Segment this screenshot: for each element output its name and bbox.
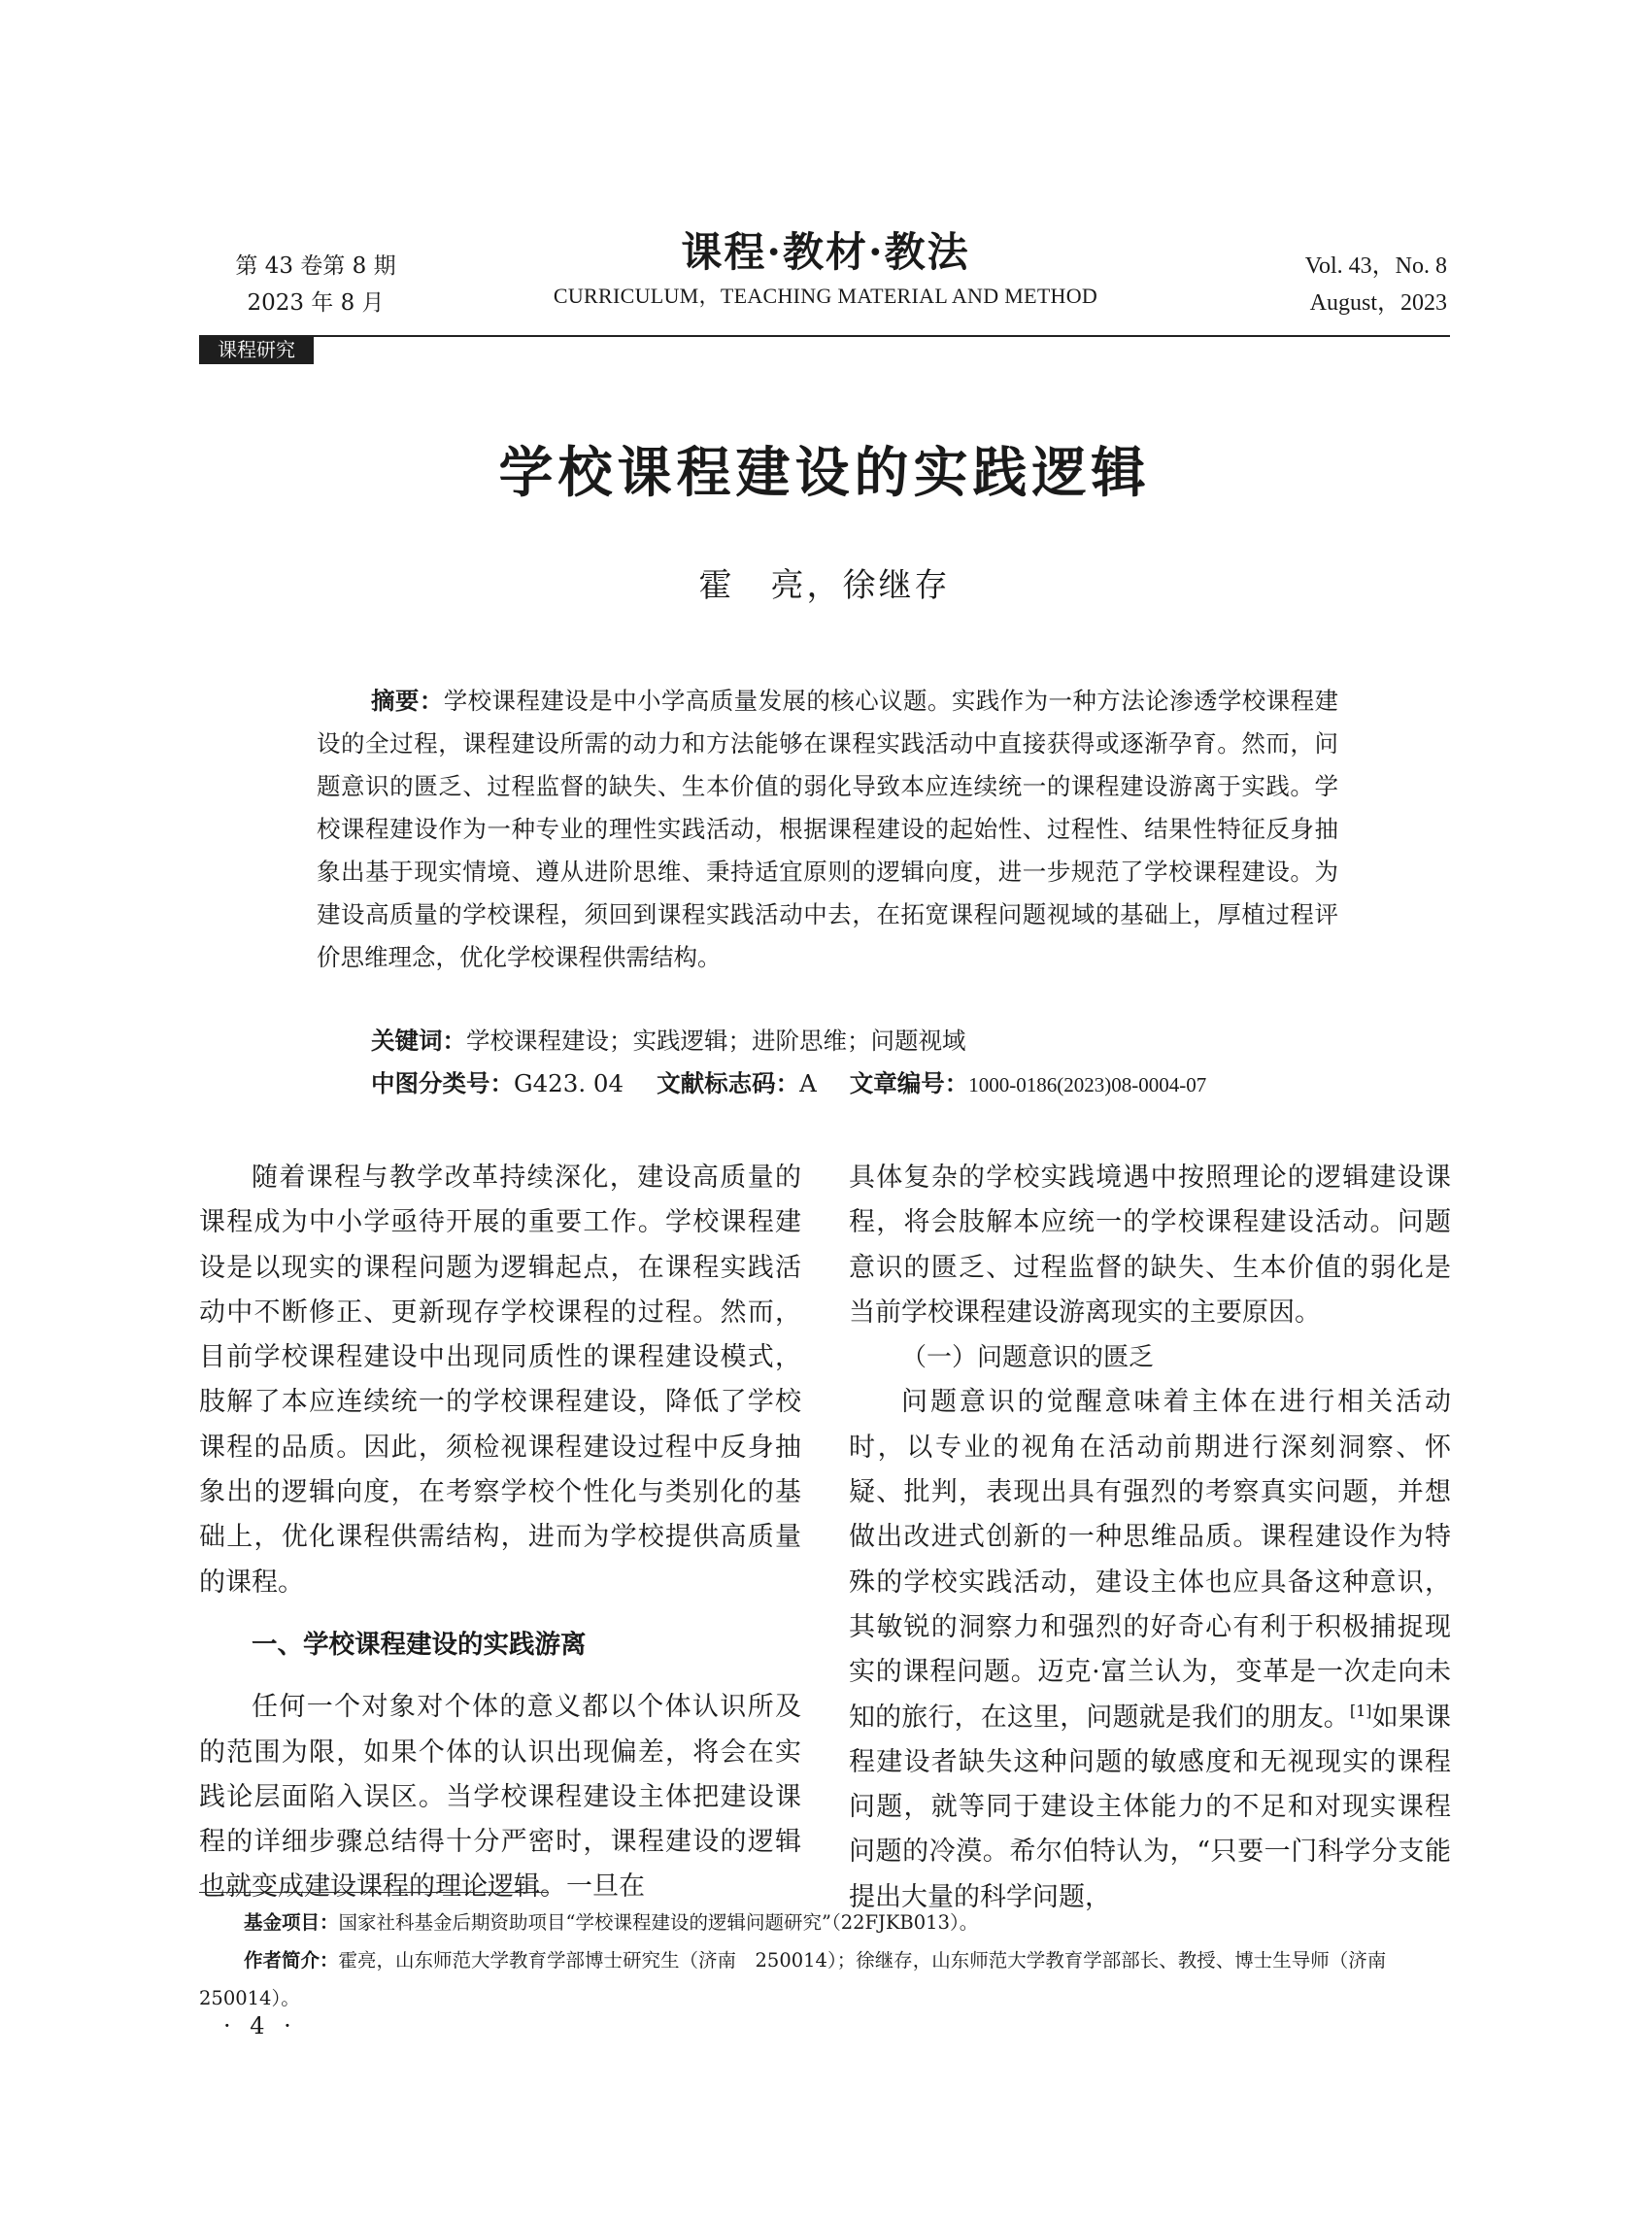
journal-name-en: CURRICULUM，TEACHING MATERIAL AND METHOD	[553, 284, 1098, 308]
subsection-heading: （一）问题意识的匮乏	[901, 1343, 1155, 1373]
issue-volume: 第 43 卷第 8 期	[235, 253, 396, 279]
reference-marker[interactable]: [1]	[1349, 1701, 1372, 1720]
classification-line	[371, 1062, 1362, 1106]
header-rule	[199, 335, 1450, 337]
keywords-label: 关键词：	[371, 1027, 466, 1055]
fund-note	[199, 1904, 1452, 1941]
abstract-label: 摘要：	[371, 687, 444, 715]
journal-masthead	[524, 225, 1127, 313]
body-paragraph: 具体复杂的学校实践境遇中按照理论的逻辑建设课程，将会肢解本应统一的学校课程建设活动。问题意识的匮乏、过程监督的缺失、生本价值的弱化是当前学校课程建设游离现实的主要原因。	[849, 1163, 1451, 1328]
body-paragraph: 任何一个对象对个体的意义都以个体认识所及的范围为限，如果个体的认识出现偏差，将会在实践论层面陷入误区。当学校课程建设主体把建设课程的详细步骤总结得十分严密时，课程建设的逻辑也就变成建设课程的理论逻辑。一旦在	[199, 1692, 801, 1903]
keywords	[371, 1020, 1342, 1062]
abstract	[317, 680, 1338, 979]
issue-info-en	[1253, 248, 1447, 321]
body-paragraph	[849, 1380, 1451, 1920]
footnote-rule	[199, 1892, 549, 1893]
clc-label: 中图分类号：	[371, 1069, 514, 1097]
body-column-right	[849, 1156, 1451, 1920]
footnotes	[199, 1904, 1452, 2017]
author-note-label: 作者简介：	[244, 1949, 339, 1972]
author-note-text: 霍亮，山东师范大学教育学部博士研究生（济南 250014）；徐继存，山东师范大学教育学部部长、教授、博士生导师（济南 250014）。	[199, 1949, 1405, 2009]
keywords-text: 学校课程建设；实践逻辑；进阶思维；问题视域	[466, 1027, 966, 1055]
article-authors: 霍 亮，徐继存	[698, 566, 951, 605]
author-note	[199, 1941, 1452, 2017]
page-number: · 4 ·	[223, 2012, 297, 2040]
fund-text: 国家社科基金后期资助项目“学校课程建设的逻辑问题研究”（22FJKB013）。	[338, 1911, 979, 1934]
doc-code-label: 文献标志码：	[657, 1069, 800, 1097]
article-no-value: 1000-0186(2023)08-0004-07	[968, 1073, 1207, 1096]
section-heading: 一、学校课程建设的实践游离	[252, 1629, 587, 1660]
column-tag: 课程研究	[199, 336, 314, 364]
issue-volume-en: Vol. 43，No. 8	[1304, 253, 1447, 279]
journal-name-cn: 课程·教材·教法	[681, 228, 970, 276]
issue-date: 2023 年 8 月	[247, 290, 385, 316]
clc-value: G423. 04	[514, 1069, 624, 1097]
body-text: 问题意识的觉醒意味着主体在进行相关活动时，以专业的视角在活动前期进行深刻洞察、怀疑、批判，表现出具有强烈的考察真实问题，并想做出改进式创新的一种思维品质。课程建设作为特殊的学校实践活动，建设主体也应具备这种意识，其敏锐的洞察力和强烈的好奇心有利于积极捕捉现实的课程问题。迈克·富兰认为，变革是一次走向未知的旅行，在这里，问题就是我们的朋友。	[849, 1387, 1451, 1733]
fund-label: 基金项目：	[244, 1911, 339, 1934]
article-title: 学校课程建设的实践逻辑	[498, 442, 1151, 505]
issue-date-en: August，2023	[1309, 290, 1447, 316]
body-column-left	[199, 1156, 801, 1910]
article-no-label: 文章编号：	[849, 1069, 969, 1097]
issue-info	[214, 248, 418, 321]
body-paragraph: 随着课程与教学改革持续深化，建设高质量的课程成为中小学亟待开展的重要工作。学校课程建设是以现实的课程问题为逻辑起点，在课程实践活动中不断修正、更新现存学校课程的过程。然而，目前学校课程建设中出现同质性的课程建设模式，肢解了本应连续统一的学校课程建设，降低了学校课程的品质。因此，须检视课程建设过程中反身抽象出的逻辑向度，在考察学校个性化与类别化的基础上，优化课程供需结构，进而为学校提供高质量的课程。	[199, 1163, 801, 1598]
body-text: 如果课程建设者缺失这种问题的敏感度和无视现实的课程问题，就等同于建设主体能力的不足和对现实课程问题的冷漠。希尔伯特认为，“只要一门科学分支能提出大量的科学问题，	[849, 1702, 1452, 1912]
abstract-text: 学校课程建设是中小学高质量发展的核心议题。实践作为一种方法论渗透学校课程建设的全过程，课程建设所需的动力和方法能够在课程实践活动中直接获得或逐渐孕育。然而，问题意识的匮乏、过程监督的缺失、生本价值的弱化导致本应连续统一的课程建设游离于实践。学校课程建设作为一种专业的理性实践活动，根据课程建设的起始性、过程性、结果性特征反身抽象出基于现实情境、遵从进阶思维、秉持适宜原则的逻辑向度，进一步规范了学校课程建设。为建设高质量的学校课程，须回到课程实践活动中去，在拓宽课程问题视域的基础上，厚植过程评价思维理念，优化学校课程供需结构。	[317, 687, 1338, 971]
doc-code-value: A	[799, 1069, 817, 1097]
